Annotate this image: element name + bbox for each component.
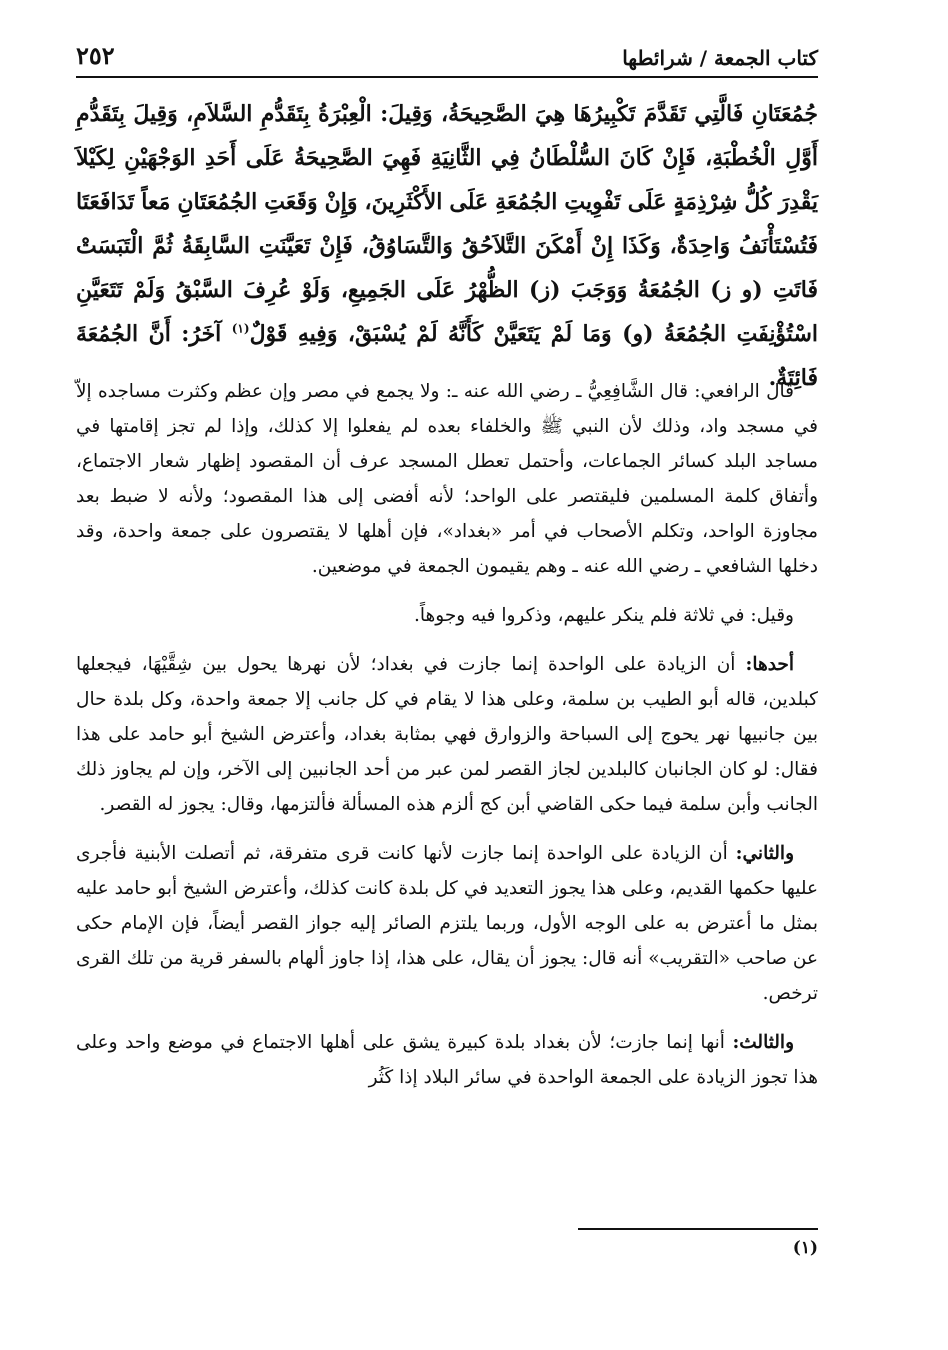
commentary-paragraph-3 [76,647,818,822]
paragraph-body-second: أن الزيادة على الواحدة إنما جازت لأنها كانت قرى متفرقة، ثم أتصلت الأبنية فأجرى عليها حكمها القديم، وعلى هذا يجوز التعديد في كل بلدة كانت كذلك، وأعترض الشيخ أبو حامد عليه بمثل ما أعترض به على الوجه الأول، وربما يلتزم الصائر إليه جواز القصر أيضاً، فإن الإمام حكى عن صاحب «التقريب» أنه قال: يجوز أن يقال، على هذا، إذا جاوز ألهام بالسفر قرية من تلك القرى ترخص. [76,843,818,1004]
paragraph-body-third: أنها إنما جازت؛ لأن بغداد بلدة كبيرة يشق على أهلها الاجتماع في موضع واحد وعلى هذا تجوز الزيادة على الجمعة الواحدة في سائر البلاد إذا كَثُر [76,1032,818,1088]
commentary-text [76,374,818,1109]
commentary-paragraph-1: قال الرافعي: قال الشَّافِعِيُّ ـ رضي الله عنه ـ: ولا يجمع في مصر وإن عظم وكثرت مساجده إلاّ في مسجد واد، وذلك لأن النبي ﷺ والخلفاء بعده لم يفعلوا إلا كذلك، وإذا لم تجز إقامتها في مساجد البلد كسائر الجماعات، وأحتمل تعطل المسجد عرف أن المقصود إظهار شعار الاجتماع، وأتفاق كلمة المسلمين فليقتصر على الواحد؛ لأنه أفضى إلى هذا المقصود؛ ولأنه لا ضبط بعد مجاوزة الواحد، وتكلم الأصحاب في أمر «بغداد»، فإن أهلها لا يقتصرون على جمعة واحدة، وقد دخلها الشافعي ـ رضي الله عنه ـ وهم يقيمون الجمعة في موضعين. [76,381,818,577]
commentary-paragraph-2: وقيل: في ثلاثة فلم ينكر عليهم، وذكروا فيه وجوهاً. [414,605,794,626]
paragraph-lead-second: والثاني: [735,843,794,864]
matn-text [76,92,818,400]
paragraph-lead-first: أحدها: [745,654,794,675]
matn-text-part-1: جُمُعَتَانِ فَالَّتِي تَقَدَّمَ تَكْبِيرُهَا هِيَ الصَّحِيحَةُ، وَقِيلَ: الْعِبْرَةُ بِتَقَدُّمِ السَّلاَمِ، وَقِيلَ بِتَقَدُّمِ أَوَّلِ الْخُطْبَةِ، فَإِنْ كَانَ السُّلْطَانُ فِي الثَّانِيَةِ فَهِيَ الصَّحِيحَةُ عَلَى أَحَدِ الوَجْهَيْنِ لِكَيْلاَ يَقْدِرَ كُلُّ شِرْذِمَةٍ عَلَى تَفْوِيتِ الجُمُعَةِ عَلَى الأَكْثَرِينَ، وَإِنْ وَقَعَتِ الجُمُعَتَانِ مَعاً تَدَافَعَتَا فَتُسْتَأْنَفُ وَاحِدَةٌ، وَكَذَا إِنْ أَمْكَنَ التَّلاَحُقُ وَالتَّسَاوُقُ، فَإِنْ تَعَيَّنَتِ السَّابِقَةُ ثُمَّ الْتَبَسَتْ فَاتَتِ (و ز) الجُمُعَةُ وَوَجَبَ (ز) الظُّهْرُ عَلَى الجَمِيعِ، وَلَوْ عُرِفَ السَّبْقُ وَلَمْ تَتَعَيَّنِ اسْتُؤْنِفَتِ الجُمُعَةُ (و) وَمَا لَمْ يَتَعَيَّنْ كَأَنَّهُ لَمْ يُسْبَقْ، وَفِيهِ قَوْلٌ [76,101,818,347]
page-header [76,34,818,78]
paragraph-body-first: أن الزيادة على الواحدة إنما جازت في بغداد؛ لأن نهرها يحول بين شِقَّيْهَا، فيجعلها كبلدين، قاله أبو الطيب بن سلمة، وعلى هذا لا يقام في كل جانب إلا جمعة واحدة، وكل بلدة حال بين جانبيها نهر يحوج إلى السباحة والزوارق فهي بمثابة بغداد، وأعترض الشيخ أبو حامد على هذا فقال: لو كان الجانبان كالبلدين لجاز القصر لمن عبر من أحد الجانبين إلى الآخر، وإن لم يجاوز ذلك الجانب وأبن سلمة فيما حكى القاضي أبن كج ألزم هذه المسألة فألتزمها، وقال: يجوز له القصر. [76,654,818,815]
footnote: (١) [792,1238,818,1258]
page-number: ٢٥٢ [76,41,115,70]
footnote-reference: (١) [231,321,250,336]
matn-text-part-2: آخَرُ: أَنَّ الجُمُعَةَ فَائِتَةٌ. [76,321,818,391]
commentary-paragraph-4 [76,836,818,1011]
paragraph-lead-third: والثالث: [732,1032,794,1053]
footnote-separator [578,1228,818,1230]
book-page [76,0,818,1350]
commentary-paragraph-5 [76,1025,818,1095]
running-title: كتاب الجمعة / شرائطها [622,46,818,70]
